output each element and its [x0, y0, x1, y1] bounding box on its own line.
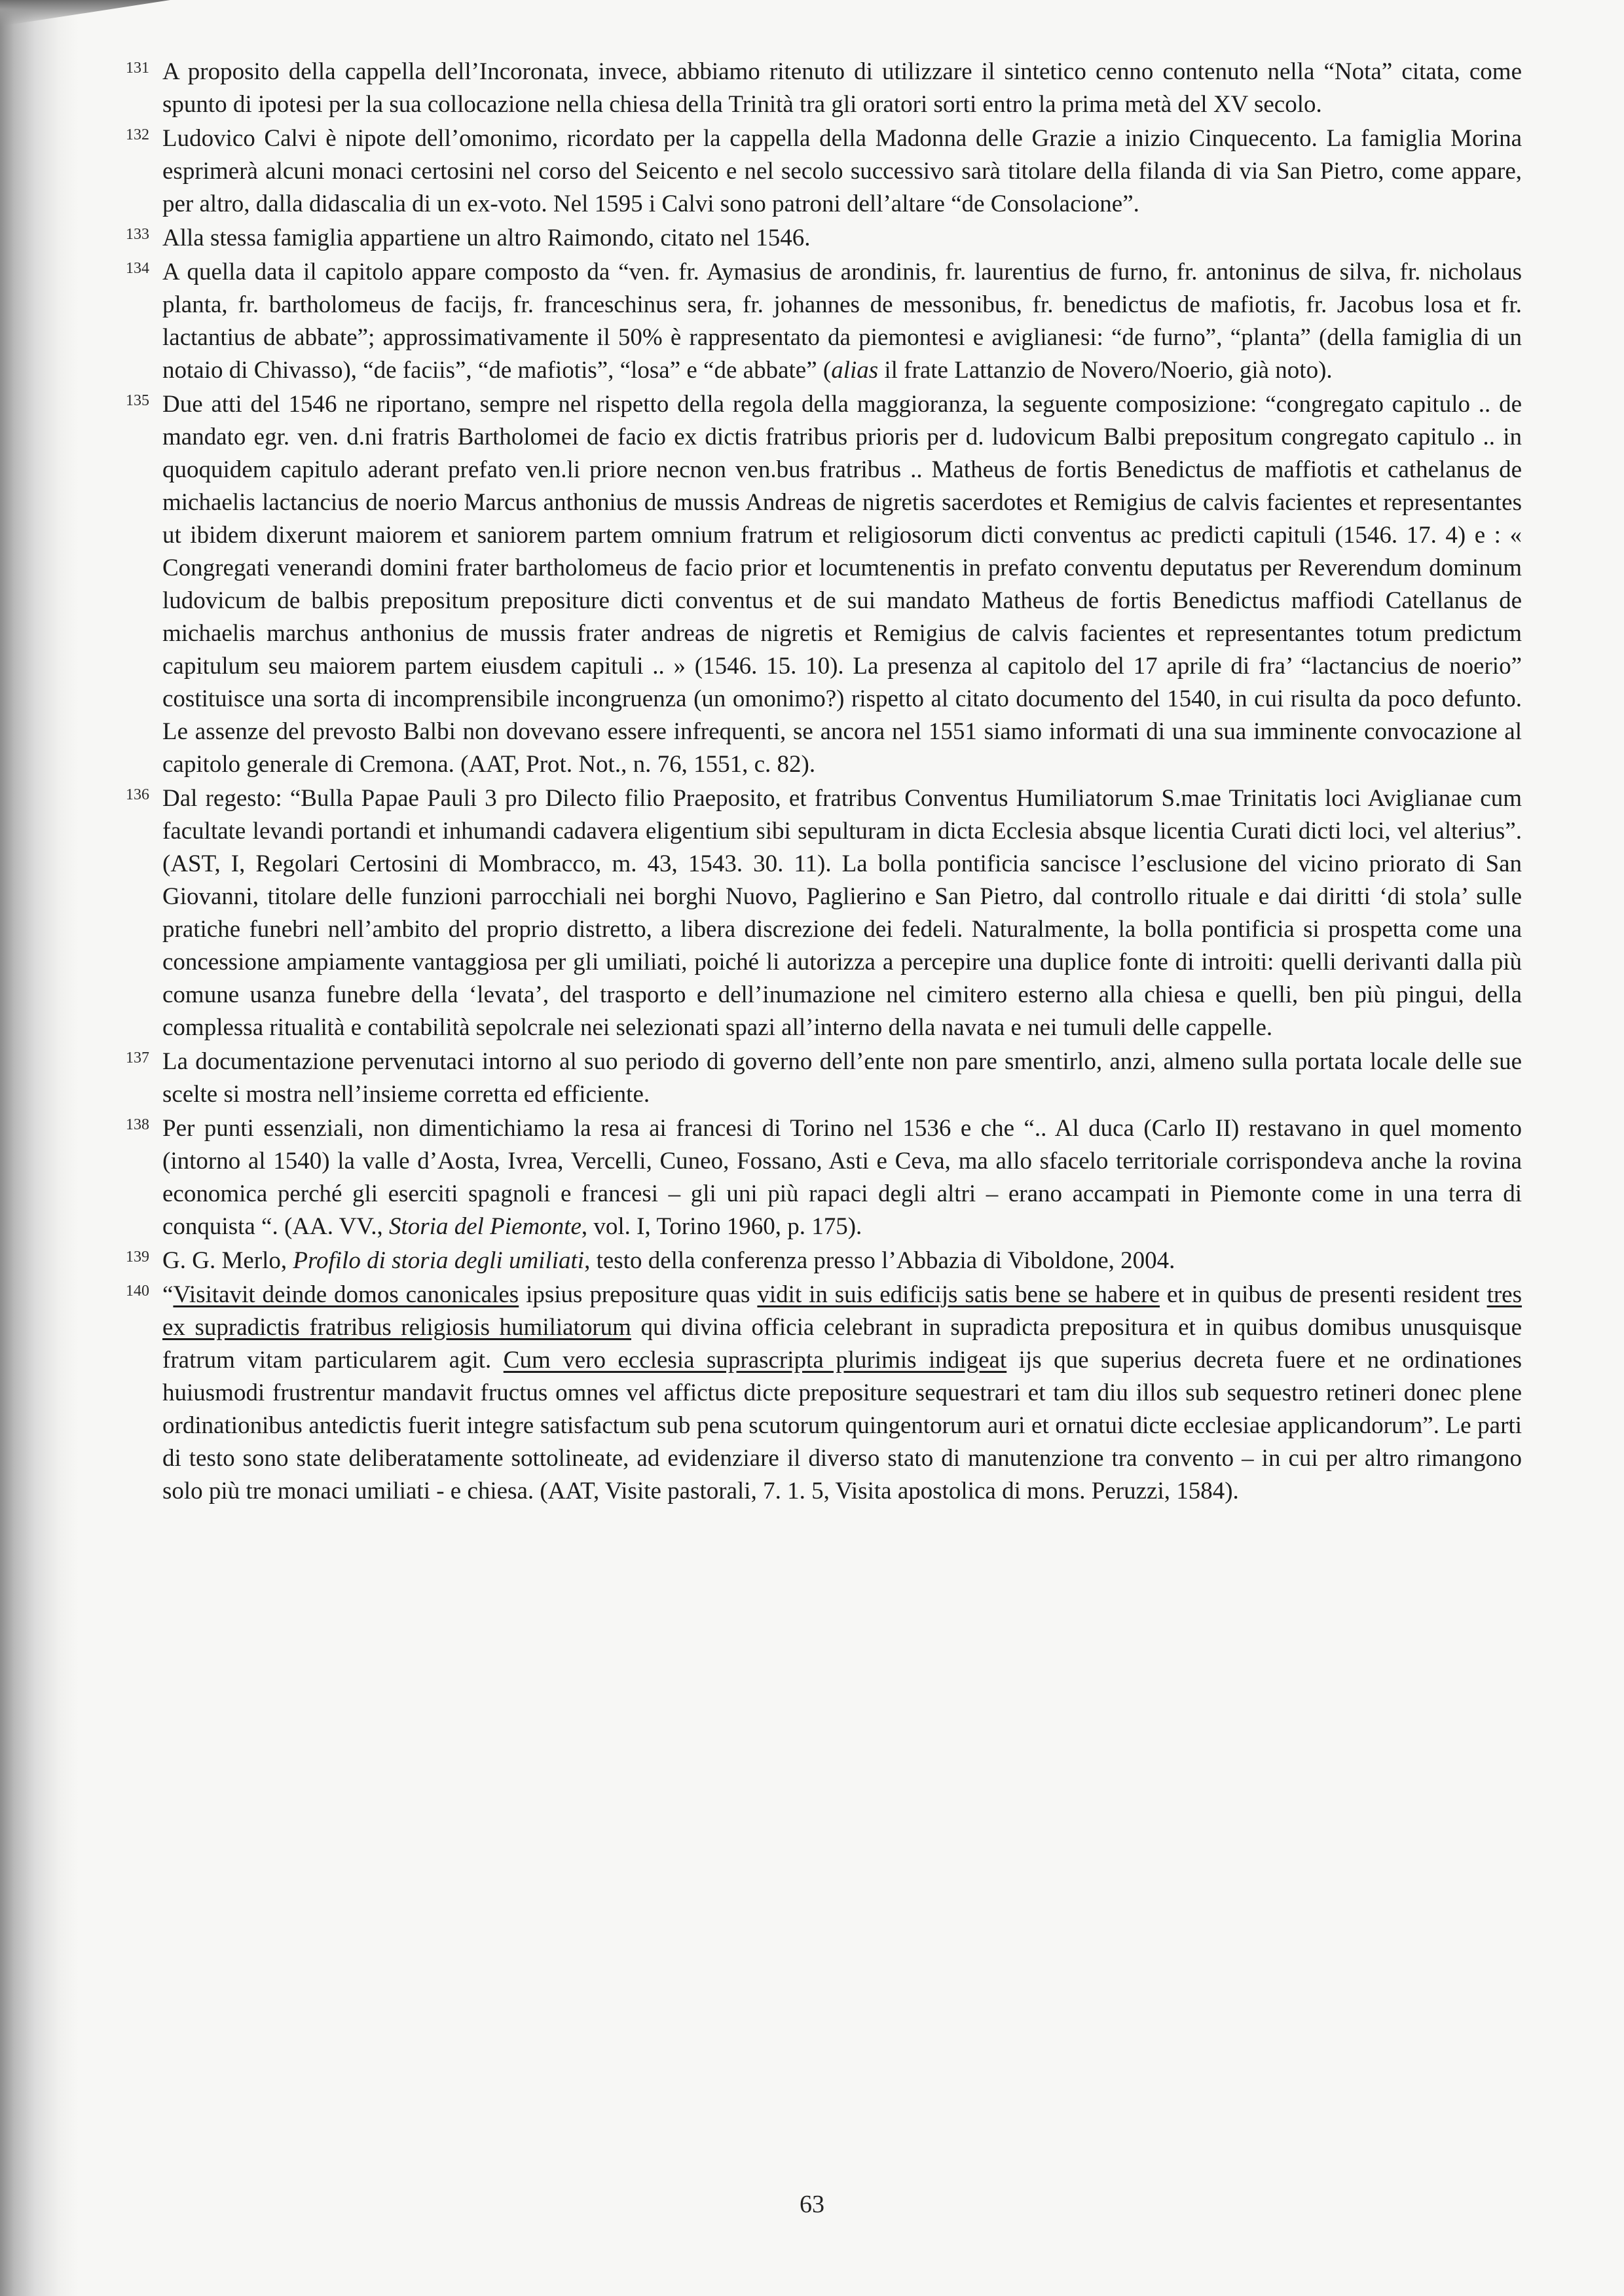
footnote-text-part: ijs que superius decreta fuere et ne ordinationes huiusmodi frustrentur mandavit fructus omnes vel affictus dicte prepositure sequestrari et tam diu illos sub sequestro retineri donec plene ordinationibus antedictis fuerit integre satisfactum sub pena scutorum quingentorum auri et ornatui dicte ecclesiae applicandorum”. Le parti di testo sono state deliberatamente sottolineate, ad evidenziare il diverso stato di manutenzione tra convento – in cui per altro rimangono solo più tre monaci umiliati - e chiesa. (AAT, Visite pastorali, 7. 1. 5, Visita apostolica di mons. Peruzzi, 1584).	[162, 1347, 1522, 1504]
footnote-137	[126, 1046, 1522, 1111]
footnote-text	[162, 1115, 1522, 1240]
footnote-number: 133	[126, 226, 149, 243]
page-number: 63	[800, 2191, 824, 2218]
footnote-133	[126, 222, 1522, 255]
footnote-text	[162, 1281, 1522, 1504]
footnote-text: Ludovico Calvi è nipote dell’omonimo, ricordato per la cappella della Madonna delle Grazie a inizio Cinquecento. La famiglia Morina esprimerà alcuni monaci certosini nel corso del Seicento e nel secolo successivo sarà titolare della filanda di via San Pietro, come appare, per altro, dalla didascalia di un ex-voto. Nel 1595 i Calvi sono patroni dell’altare “de Consolacione”.	[162, 125, 1522, 217]
underlined-passage: Cum vero ecclesia suprascripta plurimis indigeat	[503, 1347, 1007, 1374]
footnote-text: A proposito della cappella dell’Incoronata, invece, abbiamo ritenuto di utilizzare il sintetico cenno contenuto nella “Nota” citata, come spunto di ipotesi per la sua collocazione nella chiesa della Trinità tra gli oratori sorti entro la prima metà del XV secolo.	[162, 58, 1522, 118]
footnote-italic: Storia del Piemonte	[389, 1213, 581, 1240]
footnote-140	[126, 1279, 1522, 1508]
footnote-text-part: il frate Lattanzio de Novero/Noerio, già noto).	[878, 357, 1333, 384]
footnote-136	[126, 782, 1522, 1044]
footnote-text: Alla stessa famiglia appartiene un altro Raimondo, citato nel 1546.	[162, 225, 811, 251]
footnote-text-part: ipsius prepositure quas	[519, 1281, 758, 1308]
footnote-text: Due atti del 1546 ne riportano, sempre nel rispetto della regola della maggioranza, la seguente composizione: “congregato capitulo .. de mandato egr. ven. d.ni fratris Bartholomei de facio ex dictis fratribus prioris per d. ludovicum Balbi prepositum congregato capitulo .. in quoquidem capitulo aderant prefato ven.li priore necnon ven.bus fratribus .. Matheus de fortis Benedictus de maffiotis et cathelanus de michaelis lactancius de noerio Marcus anthonius de mussis Andreas de nigretis sacerdotes et Remigius de calvis facientes et representantes ut ibidem dixerunt maiorem et saniorem partem omnium fratrum et religiosorum dicti conventus ac predicti capituli (1546. 17. 4) e : « Congregati venerandi domini frater bartholomeus de facio prior et locumtenentis in prefato conventu deputatus per Reverendum dominum ludovicum de balbis prepositum prepositure dicti conventus et de sui mandato Matheus de fortis Benedictus maffiodi Catellanus de michaelis marchus anthonius de mussis frater andreas de nigretis et Remigius de calvis facientes et representantes totum predictum capitulum seu maiorem partem eiusdem capituli .. » (1546. 15. 10). La presenza al capitolo del 17 aprile di fra’ “lactancius de noerio” costituisce una sorta di incomprensibile incongruenza (un omonimo?) rispetto al citato documento del 1540, in cui risulta da poco defunto. Le assenze del prevosto Balbi non dovevano essere infrequenti, se ancora nel 1551 siamo informati di una sua imminente convocazione al capitolo generale di Cremona. (AAT, Prot. Not., n. 76, 1551, c. 82).	[162, 391, 1522, 778]
footnote-number: 139	[126, 1248, 149, 1266]
footnote-138	[126, 1112, 1522, 1243]
footnote-text-part: , testo della conferenza presso l’Abbazia di Viboldone, 2004.	[584, 1247, 1175, 1274]
underlined-passage: vidit in suis edificijs satis bene se habere	[757, 1281, 1160, 1308]
footnote-134	[126, 256, 1522, 387]
footnote-text: La documentazione pervenutaci intorno al suo periodo di governo dell’ente non pare smentirlo, anzi, almeno sulla portata locale delle sue scelte si mostra nell’insieme corretta ed efficiente.	[162, 1048, 1522, 1108]
footnote-text-part: qui divina officia celebrant in supradicta prepositura et in quibus domibus unusquisque fratrum vitam particularem agit.	[162, 1314, 1522, 1374]
footnotes-list	[126, 56, 1522, 1509]
footnote-number: 131	[126, 60, 149, 77]
footnote-139	[126, 1245, 1522, 1277]
footnote-text: Dal regesto: “Bulla Papae Pauli 3 pro Dilecto filio Praeposito, et fratribus Conventus Humiliatorum S.mae Trinitatis loci Aviglianae cum facultate levandi portandi et inhumandi cadavera eligentium sibi sepulturam in dicta Ecclesia absque licentia Curati dicti loci, vel alterius”. (AST, I, Regolari Certosini di Mombracco, m. 43, 1543. 30. 11). La bolla pontificia sancisce l’esclusione del vicino priorato di San Giovanni, titolare delle funzioni parrocchiali nei borghi Nuovo, Paglierino e San Pietro, dal controllo rituale e dai diritti ‘di stola’ sulle pratiche funebri nell’ambito del proprio distretto, a libera discrezione dei fedeli. Naturalmente, la bolla pontificia si prospetta come una concessione ampiamente vantaggiosa per gli umiliati, poiché li autorizza a percepire una duplice fonte di introiti: quelli derivanti dalla più comune usanza funebre della ‘levata’, del trasporto e dell’inumazione nel cimitero esterno alla chiesa e quelli, ben più pingui, della complessa ritualità e contabilità sepolcrale nei selezionati spazi all’interno della navata e nei tumuli delle cappelle.	[162, 785, 1522, 1041]
scan-edge-shadow	[0, 0, 79, 2296]
footnote-text-part: , vol. I, Torino 1960, p. 175).	[581, 1213, 862, 1240]
footnote-text-part: G. G. Merlo,	[162, 1247, 293, 1274]
footnote-number: 138	[126, 1116, 149, 1133]
footnote-132	[126, 122, 1522, 221]
footnote-text-part: A quella data il capitolo appare composto da “ven. fr. Aymasius de arondinis, fr. laurentius de furno, fr. antoninus de silva, fr. nicholaus planta, fr. bartholomeus de facijs, fr. franceschinus sera, fr. johannes de messonibus, fr. benedictus de mafiotis, fr. Jacobus losa et fr. lactantius de abbate”; approssimativamente il 50% è rappresentato da piemontesi e aviglianesi: “de furno”, “planta” (della famiglia di un notaio di Chivasso), “de faciis”, “de mafiotis”, “losa” e “de abbate” (	[162, 259, 1522, 384]
scan-corner-shadow	[0, 0, 170, 26]
footnote-number: 135	[126, 392, 149, 409]
footnote-131	[126, 56, 1522, 121]
underlined-passage: tres ex supradictis fratribus religiosis humiliatorum	[162, 1281, 1522, 1341]
footnote-text-part: Per punti essenziali, non dimentichiamo la resa ai francesi di Torino nel 1536 e che “.. Al duca (Carlo II) restavano in quel momento (intorno al 1540) la valle d’Aosta, Ivrea, Vercelli, Cuneo, Fossano, Asti e Ceva, ma allo sfacelo territoriale corrispondeva anche la rovina economica perché gli eserciti spagnoli e francesi – gli uni più rapaci degli altri – erano accampati in Piemonte come in una terra di conquista “. (AA. VV.,	[162, 1115, 1522, 1240]
footnote-number: 137	[126, 1049, 149, 1066]
footnote-text-part: et in quibus de presenti resident	[1160, 1281, 1487, 1308]
footnote-number: 132	[126, 126, 149, 143]
footnote-number: 136	[126, 786, 149, 803]
footnote-135	[126, 388, 1522, 781]
footnote-italic: Profilo di storia degli umiliati	[293, 1247, 585, 1274]
footnote-number: 134	[126, 260, 149, 277]
footnote-text	[162, 1247, 1175, 1274]
footnote-italic: alias	[831, 357, 879, 384]
underlined-passage: Visitavit deinde domos canonicales	[173, 1281, 519, 1308]
footnote-text-part: “	[162, 1281, 174, 1308]
footnote-text	[162, 259, 1522, 384]
footnote-number: 140	[126, 1283, 149, 1300]
